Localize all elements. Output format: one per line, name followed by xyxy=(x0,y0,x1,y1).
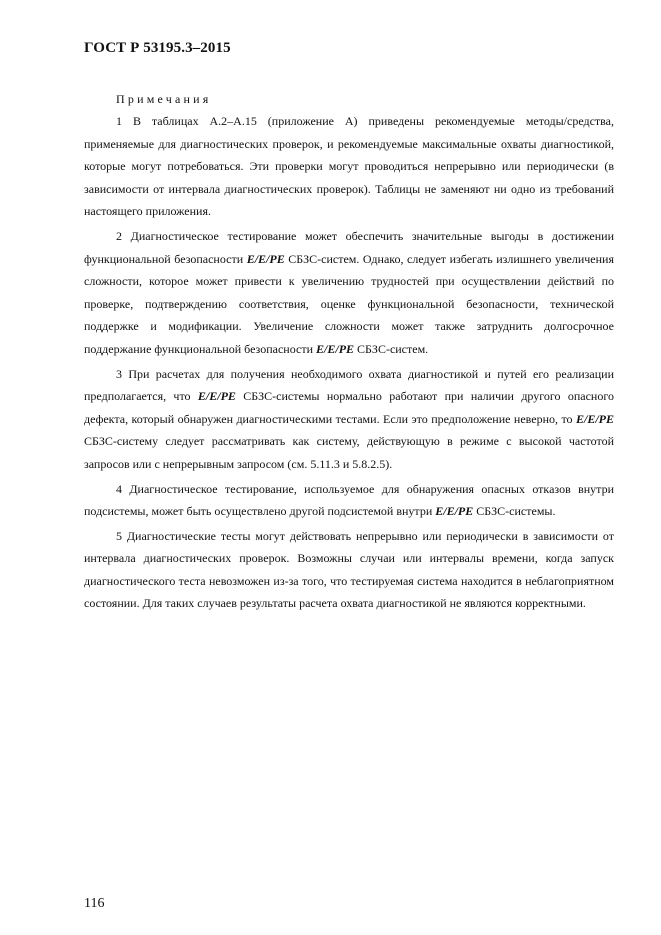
system-abbreviation: Е/Е/РЕ xyxy=(435,504,474,519)
note-paragraph-2 xyxy=(84,225,614,361)
note-paragraph-4 xyxy=(84,478,614,523)
notes-title: Примечания xyxy=(116,92,212,106)
system-abbreviation: Е/Е/РЕ xyxy=(197,389,236,404)
note-paragraph-1 xyxy=(84,110,614,223)
document-header: ГОСТ Р 53195.3–2015 xyxy=(84,40,231,56)
note-text: СБЗС-системы. xyxy=(473,504,556,519)
system-abbreviation: Е/Е/РЕ xyxy=(316,341,355,356)
note-text: 2 Диагностическое тестирование может обеспечить значительные выгоды в достижении функциональной безопасности xyxy=(84,228,614,266)
notes-body xyxy=(84,110,614,615)
note-text: 5 Диагностические тесты могут действовать непрерывно или периодически в зависимости от интервала диагностических проверок. Возможны случаи или интервалы времени, когда запуск диагностического теста невозможен из-за того, что тестируемая система находится в неблагоприятном состоянии. Для таких случаев результаты расчета охвата диагностикой не являются корректными. xyxy=(84,528,614,611)
note-text: 1 В таблицах А.2–А.15 (приложение А) приведены рекомендуемые методы/средства, применяемые для диагностических проверок, и рекомендуемые максимальные охваты диагностикой, которые могут потребоваться. Эти проверки могут проводиться непрерывно или периодически (в зависимости от интервала диагностических проверок). Таблицы не заменяют ни одно из требований настоящего приложения. xyxy=(84,114,614,219)
notes-section xyxy=(84,88,614,617)
page-number: 116 xyxy=(84,896,105,911)
note-text: СБЗС-систем. xyxy=(354,341,429,356)
note-text: 4 Диагностическое тестирование, используемое для обнаружения опасных отказов внутри подсистемы, может быть осуществлено другой подсистемой внутри xyxy=(84,481,614,519)
note-text: 3 При расчетах для получения необходимого охвата диагностикой и путей его реализации предполагается, что xyxy=(84,366,614,404)
note-paragraph-3 xyxy=(84,363,614,476)
note-text: СБЗС-системы нормально работают при наличии другого опасного дефекта, который обнаружен диагностическими тестами. Если это предположение неверно, то xyxy=(84,389,614,426)
note-text: СБЗС-систем. Однако, следует избегать излишнего увеличения сложности, которое может привести к увеличению трудностей при осуществлении действий по проверке, подтверждению соответствия, оценке функциональной безопасности, технической поддержке и модификации. Увеличение сложности может также затруднить долгосрочное поддержание функциональной безопасности xyxy=(84,251,614,356)
note-paragraph-5 xyxy=(84,525,614,615)
note-text: СБЗС-систему следует рассматривать как систему, действующую в режиме с высокой частотой запросов или с непрерывным запросом (см. 5.11.3 и 5.8.2.5). xyxy=(84,434,614,471)
system-abbreviation: Е/Е/РЕ xyxy=(246,251,285,266)
system-abbreviation: Е/Е/РЕ xyxy=(575,411,614,426)
